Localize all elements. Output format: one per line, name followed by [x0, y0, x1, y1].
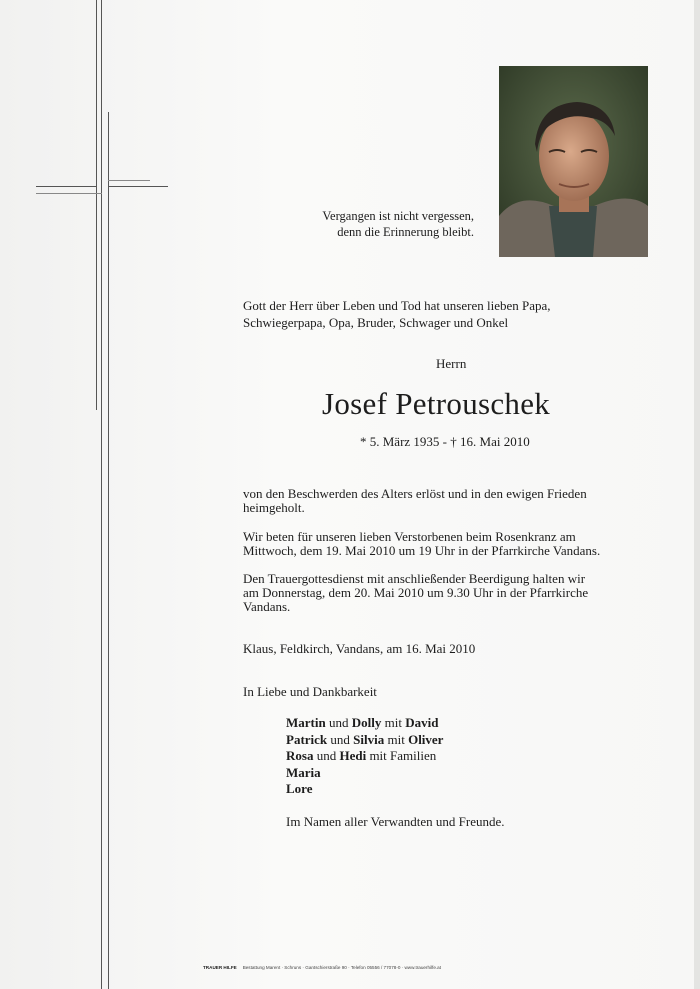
page-edge — [694, 0, 700, 989]
family-name: Dolly — [351, 715, 382, 730]
family-connector: und — [325, 715, 352, 730]
footer-brand: TRAUER HILFE — [203, 965, 237, 970]
family-name: David — [405, 715, 439, 730]
family-connector: und — [327, 731, 354, 747]
family-row — [286, 732, 443, 749]
family-name: Rosa — [286, 748, 314, 763]
paragraph-funeral — [243, 572, 663, 614]
family-connector: mit — [381, 715, 406, 730]
family-name: Hedi — [339, 748, 367, 763]
paragraph-line: von den Beschwerden des Alters erlöst und in den ewigen Frieden — [243, 486, 587, 501]
family-row — [286, 781, 443, 798]
paragraph-peace — [243, 487, 663, 515]
family-list — [286, 715, 443, 798]
quote-line-1: Vergangen ist nicht vergessen, — [322, 209, 474, 223]
intro-text — [243, 297, 643, 331]
family-connector: und — [313, 748, 340, 763]
deceased-name: Josef Petrouschek — [322, 386, 551, 421]
intro-line-2: Schwiegerpapa, Opa, Bruder, Schwager und Onkel — [243, 315, 509, 330]
paragraph-line: Vandans. — [243, 599, 291, 614]
family-row — [286, 765, 443, 782]
paragraph-line: am Donnerstag, dem 20. Mai 2010 um 9.30 Uhr in der Pfarrkirche — [243, 585, 589, 600]
portrait-photo — [499, 66, 648, 257]
salutation: Herrn — [436, 356, 467, 371]
footer-imprint — [203, 965, 441, 970]
life-dates: * 5. März 1935 - † 16. Mai 2010 — [360, 434, 530, 449]
paragraph-line: heimgeholt. — [243, 500, 305, 515]
family-name: Patrick — [286, 731, 328, 747]
family-name: Silvia — [353, 731, 385, 747]
paragraph-rosary — [243, 530, 663, 558]
closing-line: In Liebe und Dankbarkeit — [243, 684, 377, 699]
paragraph-line: Mittwoch, dem 19. Mai 2010 um 19 Uhr in der Pfarrkirche Vandans. — [243, 543, 601, 558]
family-name: Oliver — [408, 731, 444, 747]
relatives-line: Im Namen aller Verwandten und Freunde. — [286, 814, 505, 829]
paragraph-line: Wir beten für unseren lieben Verstorbenen beim Rosenkranz am — [243, 529, 576, 544]
intro-line-1: Gott der Herr über Leben und Tod hat unseren lieben Papa, — [243, 298, 551, 313]
memorial-quote — [322, 208, 474, 240]
family-name: Martin — [286, 715, 326, 730]
family-row — [286, 715, 443, 732]
family-connector: mit Familien — [366, 748, 437, 763]
place-date: Klaus, Feldkirch, Vandans, am 16. Mai 2010 — [243, 641, 476, 656]
family-connector: mit — [384, 731, 409, 747]
family-name: Lore — [286, 781, 313, 796]
quote-line-2: denn die Erinnerung bleibt. — [337, 225, 474, 239]
footer-text: Bestattung Marent · Schruns · Gantschierstraße 90 · Telefon 05556 / 77078-0 · www.trauerhilfe.at — [242, 965, 442, 970]
paragraph-line: Den Trauergottesdienst mit anschließender Beerdigung halten wir — [243, 571, 586, 586]
family-name: Maria — [286, 764, 321, 780]
family-row — [286, 748, 443, 765]
